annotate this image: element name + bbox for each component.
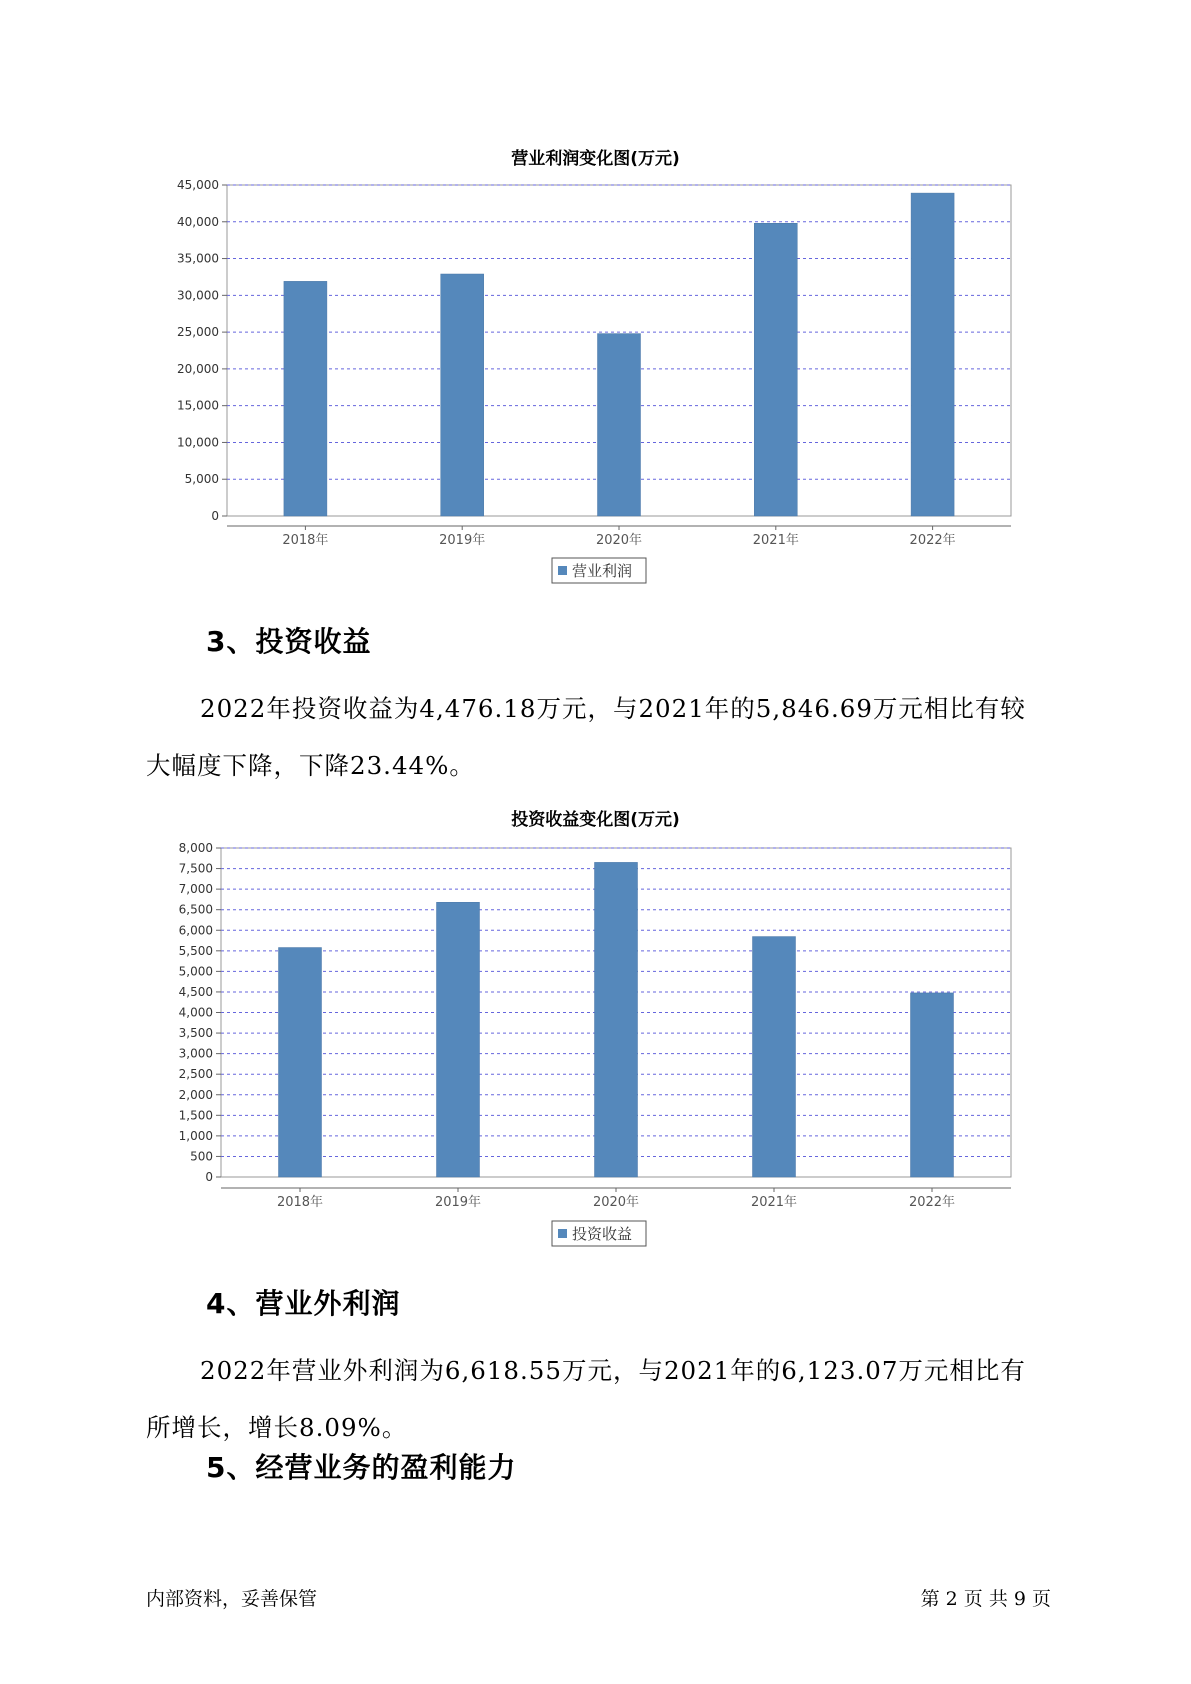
y-tick-label: 7,000	[178, 882, 213, 897]
y-tick-label: 6,500	[178, 902, 213, 917]
y-tick-label: 2,500	[178, 1067, 213, 1082]
y-tick-label: 5,500	[178, 943, 213, 958]
y-tick-label: 3,000	[178, 1046, 213, 1061]
footer-confidential-note: 内部资料，妥善保管	[146, 1588, 318, 1610]
y-tick-label: 6,000	[178, 923, 213, 938]
y-tick-label: 4,000	[178, 1005, 213, 1020]
x-tick-label: 2020年	[592, 1195, 640, 1210]
y-tick-label: 7,500	[178, 861, 213, 876]
y-tick-label: 30,000	[177, 288, 219, 303]
section4-heading: 4、营业外利润	[206, 1287, 401, 1320]
chart2-title: 投资收益变化图(万元)	[511, 810, 680, 830]
x-tick-label: 2021年	[752, 533, 799, 548]
x-tick-label: 2022年	[908, 1195, 956, 1210]
y-tick-label: 5,000	[178, 964, 213, 979]
bar	[437, 902, 480, 1177]
y-tick-label: 35,000	[177, 251, 219, 266]
x-tick-label: 2021年	[750, 1195, 798, 1210]
y-tick-label: 45,000	[177, 178, 219, 192]
bar	[911, 993, 954, 1177]
x-tick-label: 2022年	[909, 533, 956, 548]
y-tick-label: 40,000	[177, 214, 219, 229]
x-tick-label: 2019年	[434, 1195, 482, 1210]
y-tick-label: 1,500	[178, 1108, 213, 1123]
y-tick-label: 8,000	[178, 841, 213, 855]
footer-page-number: 第 2 页 共 9 页	[920, 1588, 1051, 1610]
bar	[753, 937, 796, 1177]
bar	[279, 948, 322, 1177]
y-tick-label: 1,000	[178, 1128, 213, 1143]
y-tick-label: 20,000	[177, 361, 219, 376]
section3-heading: 3、投资收益	[206, 625, 372, 658]
y-tick-label: 10,000	[177, 435, 219, 450]
x-tick-label: 2020年	[595, 533, 643, 548]
y-tick-label: 0	[211, 509, 219, 523]
y-tick-label: 15,000	[177, 398, 219, 413]
y-tick-label: 5,000	[184, 472, 219, 487]
x-tick-label: 2018年	[282, 533, 329, 548]
section3-paragraph: 2022年投资收益为4,476.18万元，与2021年的5,846.69万元相比有较大幅度下降，下降23.44%。	[146, 694, 1026, 780]
y-tick-label: 25,000	[177, 325, 219, 340]
section4-paragraph: 2022年营业外利润为6,618.55万元，与2021年的6,123.07万元相比有所增长，增长8.09%。	[146, 1356, 1026, 1442]
legend-swatch	[558, 1229, 567, 1238]
y-tick-label: 3,500	[178, 1026, 213, 1041]
legend	[552, 1221, 646, 1246]
y-tick-label: 0	[205, 1170, 213, 1184]
x-tick-label: 2019年	[439, 533, 486, 548]
y-tick-label: 4,500	[178, 984, 213, 999]
y-tick-label: 2,000	[178, 1087, 213, 1102]
y-tick-label: 500	[190, 1149, 213, 1164]
section5-heading: 5、经营业务的盈利能力	[206, 1451, 517, 1484]
x-tick-label: 2018年	[276, 1195, 324, 1210]
bar	[595, 862, 638, 1177]
chart1-title: 营业利润变化图(万元)	[511, 149, 680, 169]
legend-label: 营业利润	[572, 562, 633, 580]
legend-label: 投资收益	[572, 1225, 633, 1243]
